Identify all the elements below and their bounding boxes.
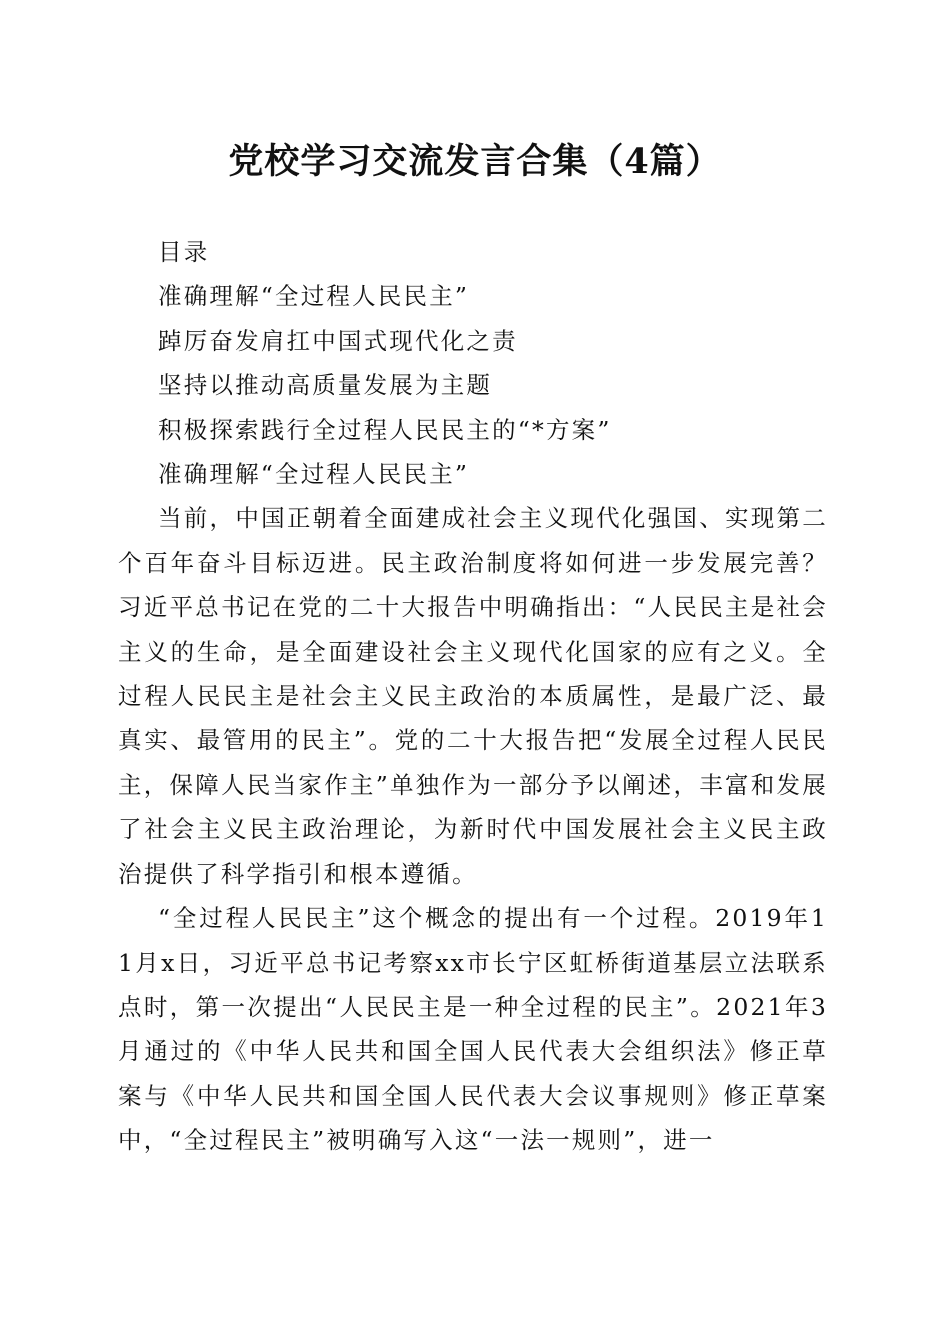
section-title: 准确理解“全过程人民民主” [158,460,470,489]
toc-item: 坚持以推动高质量发展为主题 [158,371,493,400]
document-body [118,230,828,1163]
toc-item: 积极探索践行全过程人民民主的“*方案” [158,415,612,444]
toc-item: 踔厉奋发肩扛中国式现代化之责 [158,326,518,355]
toc-heading: 目录 [158,238,210,266]
paragraph: 当前，中国正朝着全面建成社会主义现代化强国、实现第二个百年奋斗目标迈进。民主政治制度将如何进一步发展完善？习近平总书记在党的二十大报告中明确指出：“人民民主是社会主义的生命，是全面建设社会主义现代化国家的应有之义。全过程人民民主是社会主义民主政治的本质属性，是最广泛、最真实、最管用的民主”。党的二十大报告把“发展全过程人民民主，保障人民当家作主”单独作为一部分予以阐述，丰富和发展了社会主义民主政治理论，为新时代中国发展社会主义民主政治提供了科学指引和根本遵循。 [118,504,828,888]
document-title: 党校学习交流发言合集（4篇） [228,141,722,182]
paragraph: “全过程人民民主”这个概念的提出有一个过程。2019年11月x日，习近平总书记考察xx市长宁区虹桥街道基层立法联系点时，第一次提出“人民民主是一种全过程的民主”。2021年3月通过的《中华人民共和国全国人民代表大会组织法》修正草案与《中华人民共和国全国人民代表大会议事规则》修正草案中，“全过程民主”被明确写入这“一法一规则”，进一 [118,904,828,1155]
toc-item: 准确理解“全过程人民民主” [158,282,470,311]
